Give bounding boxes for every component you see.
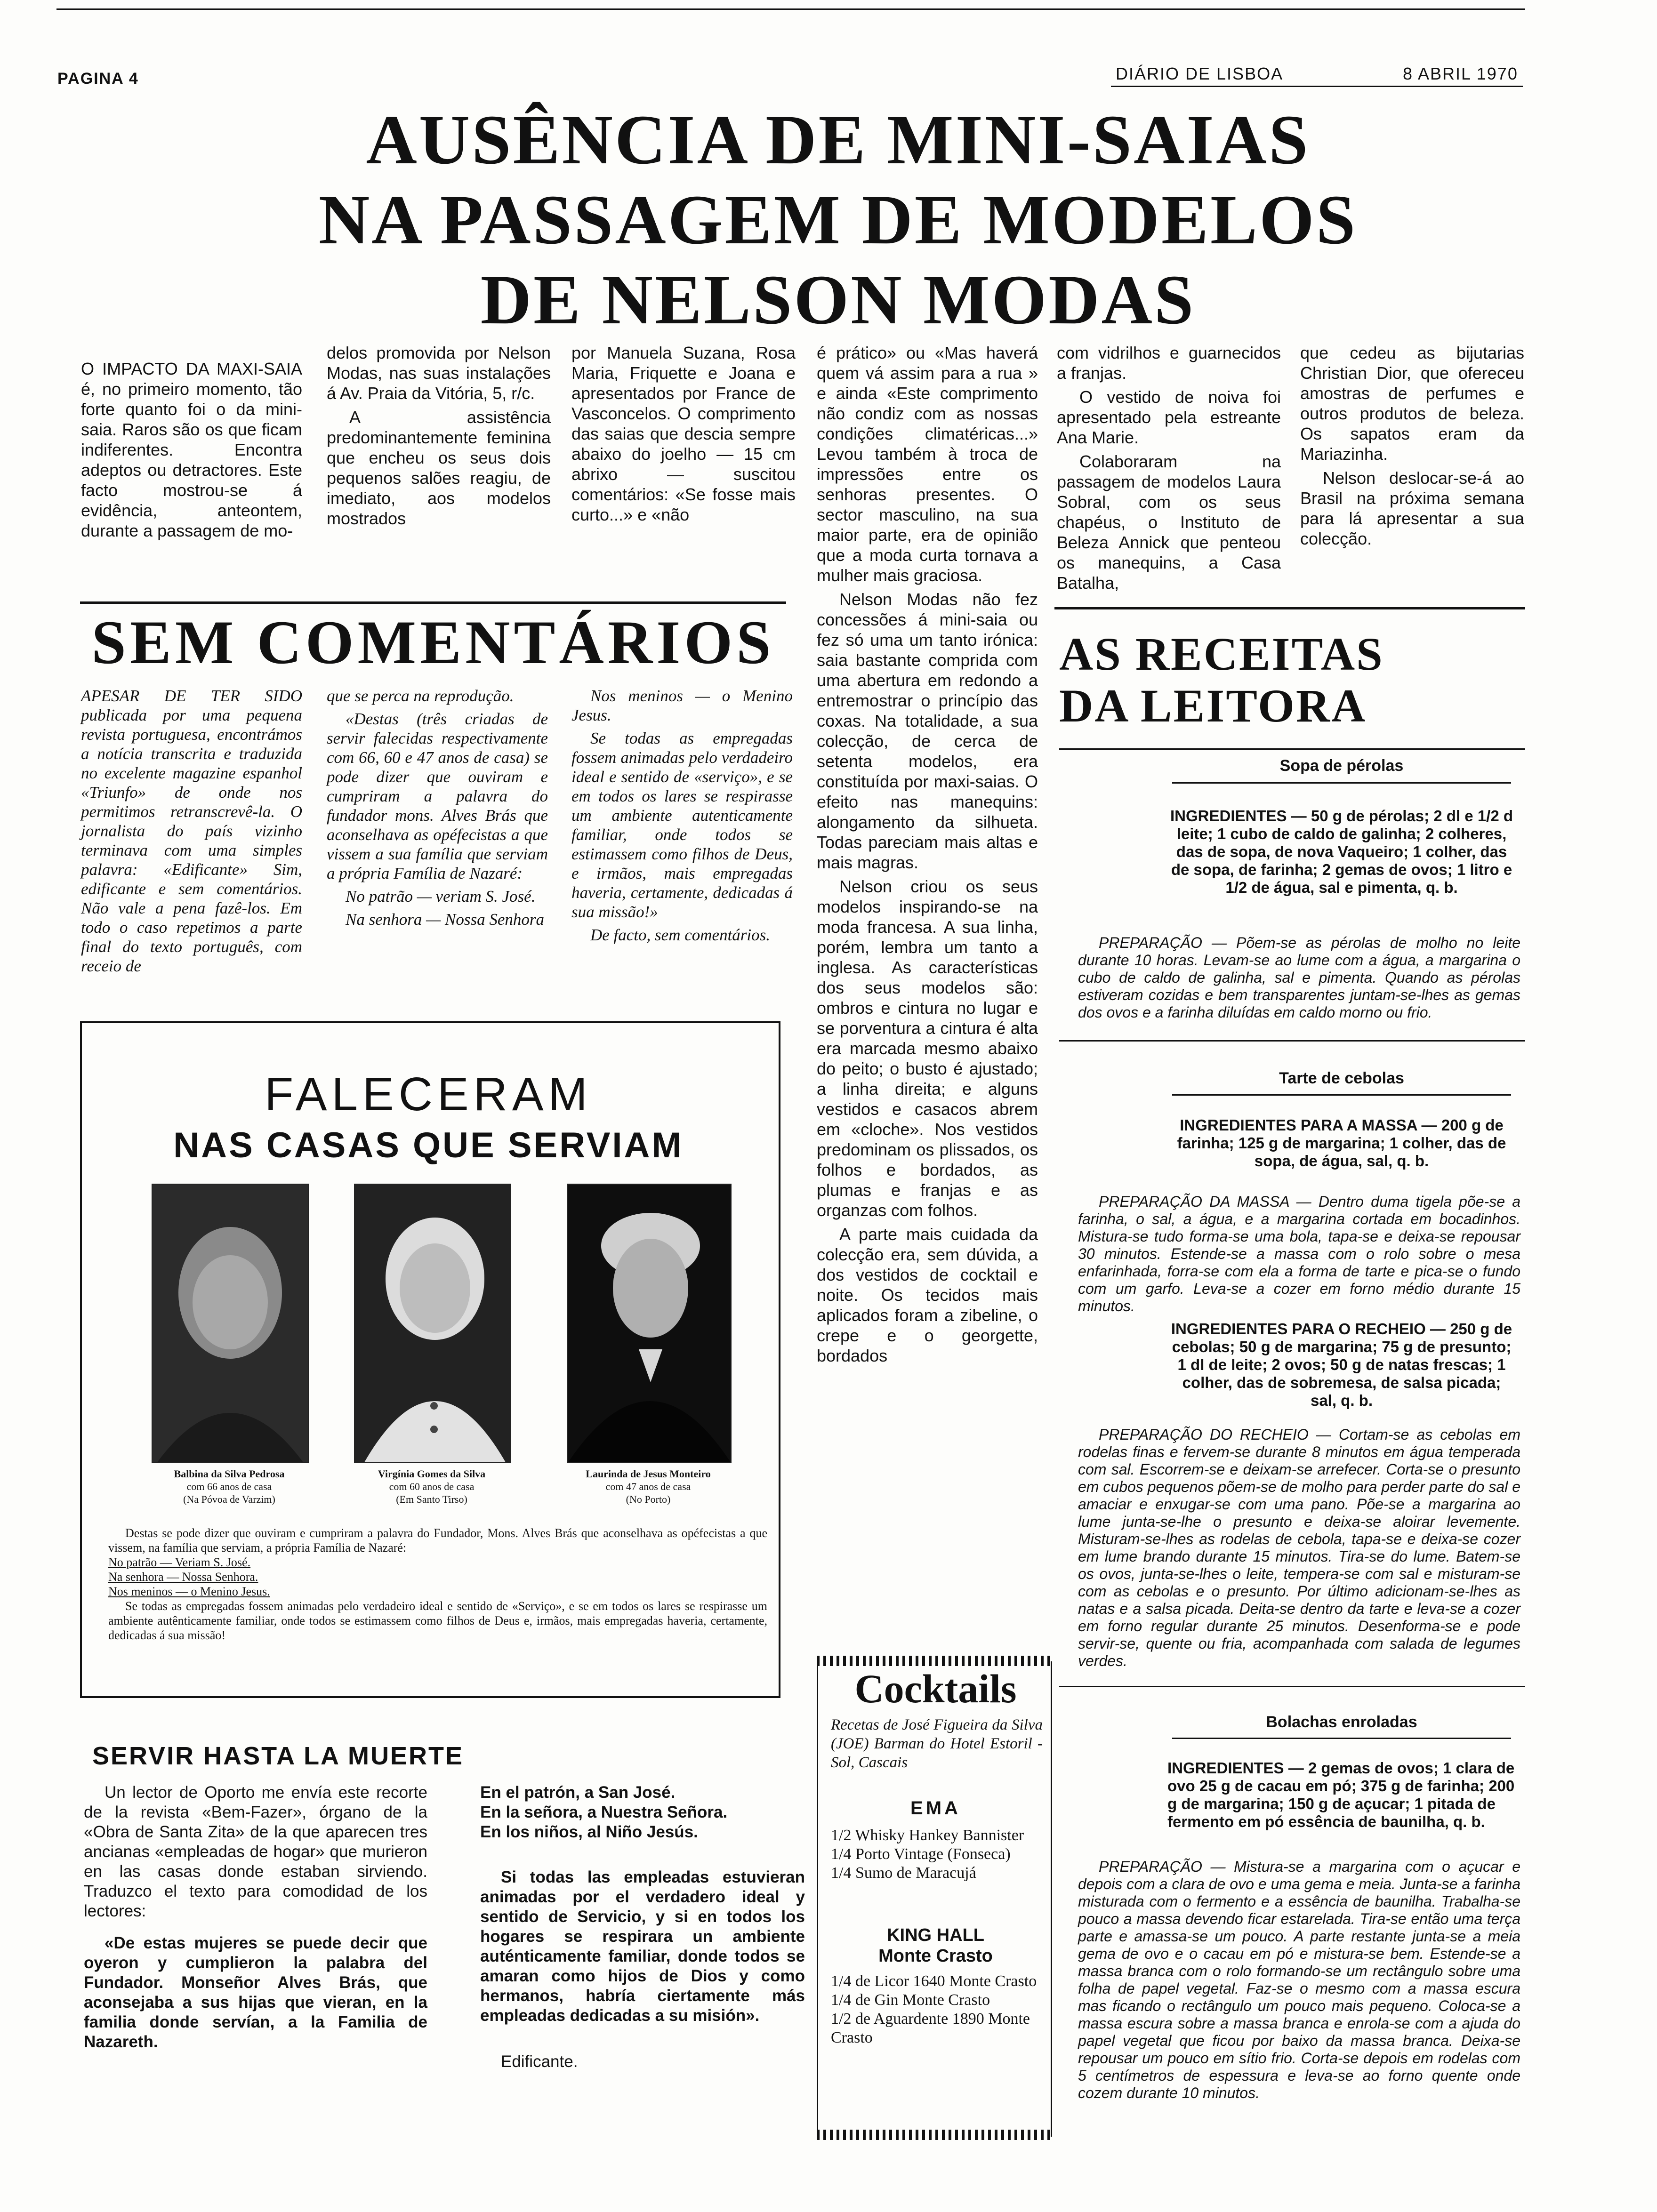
- minisaia-col-6: [1300, 343, 1524, 553]
- cocktail-king-hall-recipe: [831, 1972, 1043, 2047]
- cocktail-king-hall-line-1: 1/4 de Licor 1640 Monte Crasto: [831, 1972, 1037, 1990]
- photo-caption-3-place: (No Porto): [626, 1493, 671, 1505]
- recipe-3-ingredients: INGREDIENTES — 2 gemas de ovos; 1 clara de ovo 25 g de cacau em pó; 375 g de farinha; 200 g de margarina; 150 g de açucar; 1 pitada de fermento em pó essência de baunilha, q. b.: [1167, 1759, 1515, 1830]
- servir-col-1-p1: Un lector de Oporto me envía este recorte de la revista «Bem-Fazer», órgano de la «Obra de Santa Zita» de la que aparecen tres ancianas «empleadas de hogar» que murieron en las casas donde estaban sirviendo. Traduzco el texto para comodidad de los lectores:: [84, 1783, 427, 1920]
- photo-caption-1-place: (Na Póvoa de Varzim): [183, 1493, 275, 1505]
- minisaia-col-5: [1057, 343, 1281, 597]
- sem-comentarios-col-2: [327, 686, 548, 933]
- minisaia-col-4-p3: Nelson criou os seus modelos inspirando-se na moda francesa. A sua linha, porém, lembra um tanto a inglesa. As características dos seus modelos são: ombros e cintura no lugar e se porventura a cintura é alta era marcada mesmo abaixo do peito; o busto é ajustado; a linha direita; e alguns vestidos e casacos abrem em «cloche». Nos vestidos predominam os plissados, os folhos e bordados, as plumas e franjas e as organzas com folhos.: [817, 877, 1038, 1220]
- cocktail-ema-line-3: 1/4 Sumo de Maracujá: [831, 1864, 976, 1882]
- servir-col-2-p2: Si todas las empleadas estuvieran animadas por el verdadero ideal y sentido de Servicio, y si en todos los hogares se respirara un ambiente auténticamente familiar, donde todos se amaran como hijos de Dios y como hermanos, habría ciertamente más empleadas dedicadas a su misión».: [480, 1868, 805, 2025]
- servir-col-2: [480, 1783, 805, 2084]
- photo-caption-3-name: Laurinda de Jesus Monteiro: [586, 1468, 711, 1480]
- cocktails-title: Cocktails: [854, 1666, 1017, 1711]
- portrait-photo-3: [567, 1184, 732, 1463]
- cocktail-ema-line-1: 1/2 Whisky Hankey Bannister: [831, 1827, 1024, 1844]
- minisaia-col-1-text: O IMPACTO DA MAXI-SAIA é, no primeiro momento, tão forte quanto foi o da mini-saia. Raros são os que ficam indiferentes. Encontra adeptos ou detractores. Este facto mostrou-se á evidência, anteontem, durante a passagem de mo-: [81, 359, 302, 540]
- minisaia-col-4: [817, 343, 1038, 1370]
- faleceram-title: FALECERAM: [265, 1068, 592, 1121]
- cocktail-ema-line-2: 1/4 Porto Vintage (Fonseca): [831, 1845, 1011, 1863]
- cocktail-king-hall-name: [826, 1925, 1045, 1966]
- servir-col-2-p3: Edificante.: [501, 2052, 578, 2071]
- cocktail-ema-name: EMA: [910, 1798, 961, 1819]
- recipe-2-title: Tarte de cebolas: [1279, 1069, 1404, 1087]
- headline-line-2: NA PASSAGEM DE MODELOS: [318, 181, 1358, 259]
- minisaia-col-4-p2: Nelson Modas não fez concessões á mini-saia ou fez só uma um tanto irónica: saia bastante comprida com uma abertura em redondo a entremostrar o princípio das coxas. Na totalidade, a sua colecção, de cerca de setenta modelos, era constituída por maxi-saias. O efeito nas manequins: alongamento da silhueta. Todas pareciam mais altas e mais magras.: [817, 590, 1038, 872]
- photo-caption-2-place: (Em Santo Tirso): [396, 1493, 467, 1505]
- photo-caption-3-years: com 47 anos de casa: [605, 1481, 691, 1492]
- photo-caption-1-years: com 66 anos de casa: [186, 1481, 272, 1492]
- recipe-2-preparation-massa: PREPARAÇÃO DA MASSA — Dentro duma tigela põe-se a farinha, o sal, a água, e a margarina cortada em bocadinhos. Mistura-se tudo forma-se uma bola, tapa-se e deixa-se repousar 30 minutos. Estende-se a massa com o rolo sobre o mesa enfarinhada, forra-se com ela a forma de tarte e pica-se o fundo com um garfo. Leva-se a cozer em forno médio durante 15 minutos.: [1078, 1193, 1520, 1314]
- receitas-headline-line-2: DA LEITORA: [1059, 680, 1367, 732]
- headline-line-1: AUSÊNCIA DE MINI-SAIAS: [366, 101, 1310, 179]
- servir-line-senora: En la señora, a Nuestra Señora.: [480, 1803, 728, 1821]
- servir-col-1: [84, 1783, 427, 2064]
- minisaia-col-5-p3: Colaboraram na passagem de modelos Laura Sobral, com os seus chapéus, o Instituto de Beleza Annick que penteou os manequins, a Casa Batalha,: [1057, 452, 1281, 593]
- cocktail-ema-recipe: [831, 1826, 1043, 1883]
- portrait-photo-1: [152, 1184, 309, 1463]
- minisaia-col-5-p1: com vidrilhos e guarnecidos a franjas.: [1057, 343, 1281, 383]
- faleceram-line-meninos: Nos meninos — o Menino Jesus.: [108, 1585, 270, 1598]
- issue-date: 8 ABRIL 1970: [1403, 64, 1518, 83]
- minisaia-col-6-p1: que cedeu as bijutarias Christian Dior, que ofereceu amostras de perfumes e outros produtos de beleza. Os sapatos eram da Mariazinha.: [1300, 343, 1524, 464]
- sem-comentarios-col-2-p2: «Destas (três criadas de servir falecidas respectivamente com 66, 60 e 47 anos de casa) se pode dizer que ouviram e cumpriram a palavra do fundador mons. Alves Brás que aconselhava as opéfecistas a que vissem a sua família que serviam a própria Família de Nazaré:: [327, 710, 548, 882]
- cocktails-byline: Recetas de José Figueira da Silva (JOE) Barman do Hotel Estoril - Sol, Cascais: [831, 1716, 1043, 1771]
- faleceram-line-patrao: No patrão — Veriam S. José.: [108, 1555, 251, 1569]
- faleceram-body-p2: Se todas as empregadas fossem animadas pelo verdadeiro ideal e sentido de «Serviço», e se em todos os lares se respirasse um ambiente autênticamente familiar, onde todos se estimassem como filhos de Deus e, irmãos, mais empregadas haveria, certamente, dedicadas á sua missão!: [108, 1599, 767, 1642]
- minisaia-col-3-text: por Manuela Suzana, Rosa Maria, Friquette e Joana e apresentados por France de Vasconcelos. O comprimento das saias que descia sempre abaixo do joelho — 15 cm abrixo — suscitou comentários: «Se fosse mais curto...» e «não: [571, 343, 796, 524]
- page-number: PAGINA 4: [57, 70, 139, 88]
- sem-comentarios-col-1-text: APESAR DE TER SIDO publicada por uma pequena revista portuguesa, encontrámos a notícia transcrita e traduzida no excelente magazine espanhol «Triunfo» de onde nos permitimos retranscrevê-la. O jornalista do país vizinho terminava com uma simples palavra: «Edificante» Sim, edificante e sem comentários. Não vale a pena fazê-los. Em todo o caso repetimos a parte final do texto português, com receio de: [81, 687, 302, 975]
- cocktail-king-hall-subtitle: Monte Crasto: [878, 1946, 993, 1966]
- sem-comentarios-col-3-p2: Se todas as empregadas fossem animadas pelo verdadeiro ideal e sentido de «serviço», e se em todos os lares se respirasse um ambiente autenticamente familiar, onde todos se estimassem como filhos de Deus, e irmãos, mais empregadas haveria, certamente, dedicadas á sua missão!»: [571, 729, 793, 921]
- faleceram-line-senhora: Na senhora — Nossa Senhora.: [108, 1570, 258, 1584]
- recipe-2-ingredients-massa: INGREDIENTES PARA A MASSA — 200 g de farinha; 125 g de margarina; 1 colher, das de sopa, de água, sal, q. b.: [1177, 1116, 1506, 1170]
- sem-comentarios-col-2-p4: Na senhora — Nossa Senhora: [346, 910, 544, 929]
- sem-comentarios-col-2-p3: No patrão — veriam S. José.: [346, 887, 536, 906]
- sem-comentarios-col-3: [571, 686, 793, 948]
- recipe-1-preparation: PREPARAÇÃO — Põem-se as pérolas de molho no leite durante 10 horas. Levam-se ao lume com a água, a margarina o cubo de caldo de galinha, sal e pimenta. Quando as pérolas estiveram cozidas e bem transparentes juntam-se-lhes as gemas dos ovos e a farinha diluídas em caldo morno ou frio.: [1078, 934, 1520, 1021]
- sem-comentarios-headline: SEM COMENTÁRIOS: [91, 608, 775, 677]
- cocktail-king-hall-line-3: 1/2 de Aguardente 1890 Monte Crasto: [831, 2010, 1030, 2046]
- minisaia-col-2: [327, 343, 551, 532]
- servir-col-1-p2: «De estas mujeres se puede decir que oyeron y cumplieron la palabra del Fundador. Monseñor Alves Brás, que aconsejaba a sus hijas que vieran, en la familia donde servían, a la Familia de Nazareth.: [84, 1934, 427, 2051]
- receitas-headline: [1059, 628, 1384, 732]
- sem-comentarios-col-2-p1: que se perca na reprodução.: [327, 687, 514, 705]
- recipe-2-preparation-recheio: PREPARAÇÃO DO RECHEIO — Cortam-se as cebolas em rodelas finas e fervem-se durante 8 minutos em água temperada com sal. Escorrem-se e deixam-se arrefecer. Corta-se o presunto em cubos pequenos põem-se de molho para perder parte do sal e amaciar e enxugar-se com uma pano. Põe-se a margarina ao lume junta-se-lhe o presunto e deixa-se aloirar levemente. Misturam-se-lhes as rodelas de cebola, tapa-se e deixa-se cozer em lume brando durante 15 minutos. Tira-se do lume. Batem-se os ovos, junta-se-lhes o leite, tempera-se com sal e misturam-se com as cebolas e o presunto. Por último adicionam-se-lhes as natas e a salsa picada. Deita-se dentro da tarte e leva-se a cozer em forno regular durante 25 minutos. Desenforma-se e pode servir-se, quente ou fria, acompanhada com salada de legumes verdes.: [1078, 1426, 1520, 1669]
- photo-caption-2-years: com 60 anos de casa: [389, 1481, 475, 1492]
- minisaia-col-4-p4: A parte mais cuidada da colecção era, sem dúvida, a dos vestidos de cocktail e noite. Os tecidos mais aplicados foram a zibeline, o crepe e o georgette, bordados: [817, 1225, 1038, 1365]
- minisaia-col-3: [571, 343, 796, 529]
- sem-comentarios-col-1: [81, 686, 302, 979]
- recipe-3-title: Bolachas enroladas: [1266, 1713, 1417, 1731]
- faleceram-subtitle: NAS CASAS QUE SERVIAM: [173, 1125, 684, 1165]
- portrait-photo-2: [354, 1184, 511, 1463]
- recipe-3-preparation: PREPARAÇÃO — Mistura-se a margarina com o açucar e depois com a clara de ovo e uma gema e meia. Junta-se a farinha misturada com o fermento e a essência de baunilha. Trabalha-se pouco a massa devendo ficar estarelada. Tira-se então uma terça parte e amassa-se um pouco. A parte restante junta-se a meia gema de ovo e o cacau em pó e mistura-se bem. Estende-se a massa branca com o rolo formando-se um rectângulo sobre uma folha de papel vegetal. Faz-se o mesmo com a massa escura mas ficando o rectângulo um pouco mais pequeno. Coloca-se a massa escura sobre a massa branca e enrola-se com a ajuda do papel vegetal que ficou por baixo da massa branca. Deixa-se repousar um pouco em sítio frio. Corta-se depois em rodelas com 5 centímetros de espessura e leva-se ao forno quente onde cozem durante 10 minutos.: [1078, 1858, 1520, 2101]
- photo-caption-3: [542, 1467, 754, 1506]
- minisaia-col-4-p1: é prático» ou «Mas haverá quem vá assim para a rua » e ainda «Este comprimento não condiz com as nossas condições climatéricas...» Levou também à troca de impressões entre os senhoras presentes. O sector masculino, na sua maior parte, era de opinião que a moda curta tornava a mulher mais graciosa.: [817, 343, 1038, 585]
- sem-comentarios-col-3-p3: De facto, sem comentários.: [590, 926, 771, 944]
- recipe-1-ingredients: INGREDIENTES — 50 g de pérolas; 2 dl e 1/2 d leite; 1 cubo de caldo de galinha; 2 colheres, das de sopa, de nova Vaqueiro; 1 colher, das de sopa, de farinha; 2 gemas de ovos; 1 litro e 1/2 de água, sal e pimenta, q. b.: [1170, 807, 1513, 896]
- recipe-2-ingredients-recheio: INGREDIENTES PARA O RECHEIO — 250 g de cebolas; 50 g de margarina; 75 g de presunto; 1 dl de leite; 2 ovos; 50 g de natas frescas; 1 colher, das de sobremesa, de salsa picada; sal, q. b.: [1171, 1320, 1512, 1409]
- photo-caption-2: [326, 1467, 538, 1506]
- photo-caption-2-name: Virgínia Gomes da Silva: [378, 1468, 486, 1480]
- minisaia-col-5-p2: O vestido de noiva foi apresentado pela estreante Ana Marie.: [1057, 387, 1281, 447]
- headline-line-3: DE NELSON MODAS: [480, 261, 1196, 339]
- cocktail-king-hall-line-2: 1/4 de Gin Monte Crasto: [831, 1991, 990, 2009]
- newspaper-name: DIÁRIO DE LISBOA: [1116, 64, 1284, 83]
- receitas-headline-line-1: AS RECEITAS: [1059, 628, 1384, 680]
- recipe-1-title: Sopa de pérolas: [1279, 757, 1404, 775]
- servir-line-ninos: En los niños, al Niño Jesús.: [480, 1823, 698, 1841]
- photo-caption-1: [123, 1467, 335, 1506]
- faleceram-body: [108, 1526, 767, 1643]
- minisaia-col-6-p2: Nelson deslocar-se-á ao Brasil na próxima semana para lá apresentar a sua colecção.: [1300, 468, 1524, 548]
- minisaia-col-1: [81, 359, 302, 545]
- minisaia-col-2-p1: delos promovida por Nelson Modas, nas suas instalações á Av. Praia da Vitória, 5, r/c.: [327, 343, 551, 403]
- servir-line-patron: En el patrón, a San José.: [480, 1783, 676, 1802]
- faleceram-body-p1: Destas se pode dizer que ouviram e cumpriram a palavra do Fundador, Mons. Alves Brás que aconselhava as opéfecistas a que vissem, na família que serviam, a própria Família de Nazaré:: [108, 1526, 767, 1555]
- cocktail-king-hall-title: KING HALL: [887, 1925, 984, 1945]
- servir-headline: SERVIR HASTA LA MUERTE: [92, 1742, 464, 1770]
- sem-comentarios-col-3-p1: Nos meninos — o Menino Jesus.: [571, 687, 793, 724]
- minisaia-col-2-p2: A assistência predominantemente feminina que encheu os seus dois pequenos salões reagiu, de imediato, aos modelos mostrados: [327, 408, 551, 528]
- photo-caption-1-name: Balbina da Silva Pedrosa: [174, 1468, 285, 1480]
- article-headline: [160, 100, 1516, 340]
